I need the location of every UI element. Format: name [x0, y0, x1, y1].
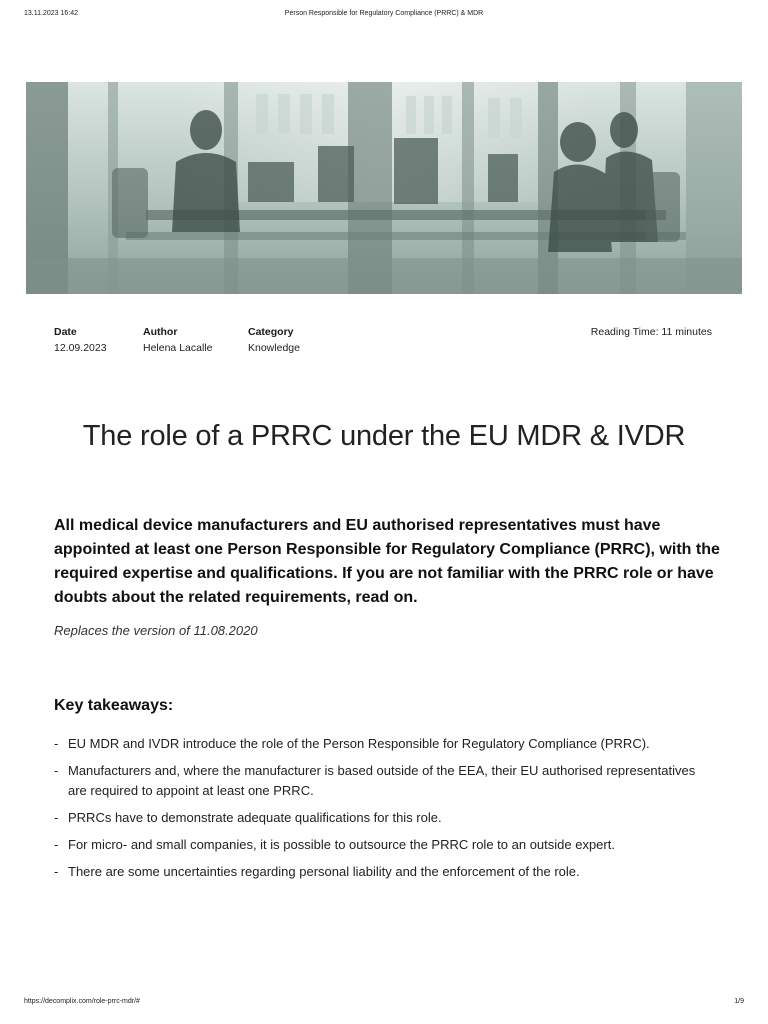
page-number: 1/9: [734, 998, 744, 1005]
print-doc-title: Person Responsible for Regulatory Compliance (PRRC) & MDR: [284, 10, 484, 17]
meta-category: [248, 326, 300, 354]
takeaway-text: For micro- and small companies, it is possible to outsource the PRRC role to an outside expert.: [68, 837, 615, 852]
meta-date: [54, 326, 107, 354]
print-header: [24, 10, 744, 22]
print-footer: [24, 998, 744, 1010]
bullet-dash: -: [54, 837, 59, 852]
meta-author: [143, 326, 212, 354]
list-item: [54, 862, 712, 882]
reading-time: Reading Time: 11 minutes: [590, 326, 712, 338]
takeaway-text: EU MDR and IVDR introduce the role of the Person Responsible for Regulatory Compliance (PRRC).: [68, 736, 650, 751]
takeaway-text: PRRCs have to demonstrate adequate qualifications for this role.: [68, 810, 442, 825]
date-value: 12.09.2023: [54, 342, 107, 354]
category-value: Knowledge: [248, 342, 300, 354]
date-label: Date: [54, 326, 77, 338]
bullet-dash: -: [54, 864, 59, 879]
print-url[interactable]: https://decomplix.com/role-prrc-mdr/#: [24, 998, 140, 1005]
list-item: [54, 734, 712, 754]
bullet-dash: -: [54, 810, 59, 825]
key-takeaways-list: [54, 734, 712, 889]
bullet-dash: -: [54, 763, 59, 778]
takeaway-text: Manufacturers and, where the manufacturer is based outside of the EEA, their EU authorised representatives are required to appoint at least one PRRC.: [68, 763, 696, 798]
list-item: [54, 808, 712, 828]
category-label: Category: [248, 326, 294, 338]
list-item: [54, 761, 712, 801]
article-title: The role of a PRRC under the EU MDR & IVDR: [82, 420, 686, 452]
article-meta: [54, 326, 712, 360]
article-lead: All medical device manufacturers and EU authorised representatives must have appointed at least one Person Responsible for Regulatory Compliance (PRRC), with the required expertise and qualifications. If you are not familiar with the PRRC role or have doubts about the related requirements, read on.: [54, 517, 720, 606]
hero-image: [26, 82, 742, 294]
print-datetime: 13.11.2023 16:42: [24, 10, 78, 17]
replaces-note: Replaces the version of 11.08.2020: [54, 623, 258, 638]
office-photo-icon: [26, 82, 742, 294]
bullet-dash: -: [54, 736, 59, 751]
takeaway-text: There are some uncertainties regarding personal liability and the enforcement of the role.: [68, 864, 580, 879]
list-item: [54, 835, 712, 855]
author-value: Helena Lacalle: [143, 342, 213, 354]
author-label: Author: [143, 326, 178, 338]
key-takeaways-heading: Key takeaways:: [54, 697, 174, 714]
